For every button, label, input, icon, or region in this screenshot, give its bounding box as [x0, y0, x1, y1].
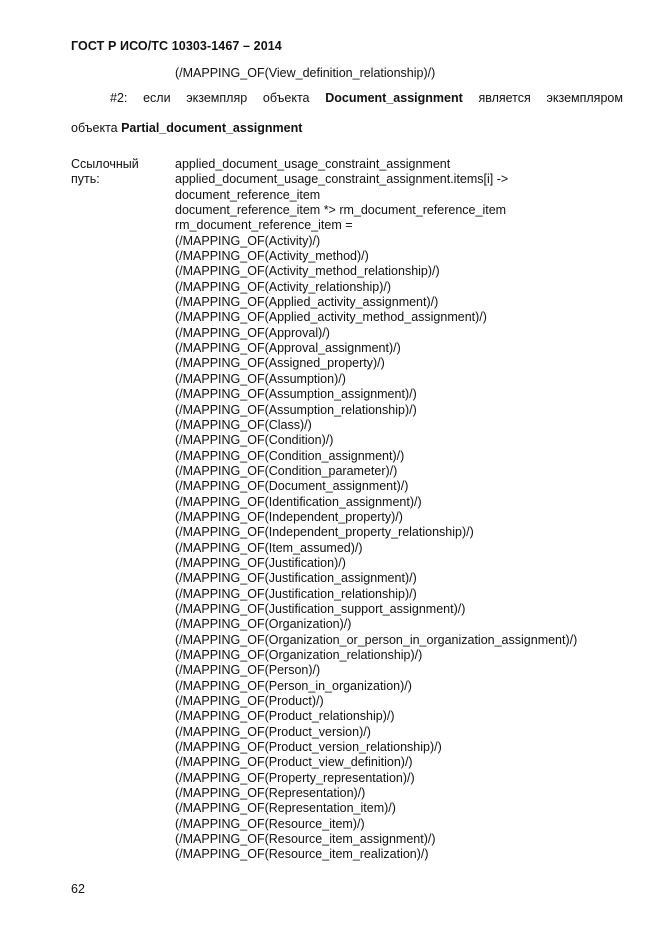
reference-path-line: (/MAPPING_OF(Approval_assignment)/) [175, 341, 401, 356]
reference-path-line: (/MAPPING_OF(Assumption)/) [175, 371, 346, 386]
reference-path-line: (/MAPPING_OF(Activity)/) [175, 233, 321, 248]
mapping-line: (/MAPPING_OF(View_definition_relationship)/) [175, 66, 436, 80]
reference-path-line: (/MAPPING_OF(Independent_property)/) [175, 509, 403, 524]
reference-path-line: (/MAPPING_OF(Product_view_definition)/) [175, 755, 413, 770]
reference-path-line: document_reference_item *> rm_document_reference_item [175, 203, 507, 218]
reference-path-line: (/MAPPING_OF(Justification_assignment)/) [175, 571, 417, 586]
reference-path-line: (/MAPPING_OF(Representation)/) [175, 786, 366, 801]
reference-path-line: (/MAPPING_OF(Representation_item)/) [175, 801, 396, 816]
reference-path-line: (/MAPPING_OF(Justification_relationship)/) [175, 586, 417, 601]
reference-path-line: (/MAPPING_OF(Identification_assignment)/) [175, 494, 422, 509]
reference-path-line: (/MAPPING_OF(Person_in_organization)/) [175, 678, 412, 693]
paragraph-word: экземпляр [186, 91, 248, 105]
paragraph-word: #2: [110, 91, 128, 105]
reference-path-line: (/MAPPING_OF(Item_assumed)/) [175, 540, 363, 555]
reference-path-line: (/MAPPING_OF(Person)/) [175, 663, 321, 678]
paragraph-line-1 [110, 91, 623, 105]
paragraph-word: экземпляром [546, 91, 623, 105]
paragraph-word: является [478, 91, 531, 105]
reference-label-line: Ссылочный [71, 157, 139, 171]
reference-path-line: (/MAPPING_OF(Class)/) [175, 417, 312, 432]
reference-path-line: (/MAPPING_OF(Assigned_property)/) [175, 356, 385, 371]
reference-path-line: (/MAPPING_OF(Approval)/) [175, 325, 330, 340]
reference-path-line: (/MAPPING_OF(Property_representation)/) [175, 770, 415, 785]
paragraph-word: если [143, 91, 171, 105]
reference-path-line: (/MAPPING_OF(Activity_relationship)/) [175, 279, 392, 294]
reference-path-line: (/MAPPING_OF(Activity_method_relationship)/) [175, 264, 440, 279]
reference-path-line: (/MAPPING_OF(Condition_parameter)/) [175, 463, 398, 478]
reference-path-line: (/MAPPING_OF(Product_relationship)/) [175, 709, 395, 724]
reference-path-line: (/MAPPING_OF(Product_version)/) [175, 724, 371, 739]
reference-path-line: (/MAPPING_OF(Applied_activity_assignment)/) [175, 295, 439, 310]
document-header: ГОСТ Р ИСО/ТС 10303-1467 – 2014 [71, 39, 282, 53]
reference-path-line: (/MAPPING_OF(Condition)/) [175, 433, 334, 448]
paragraph-word: объекта [262, 91, 310, 105]
reference-path-line: (/MAPPING_OF(Product_version_relationship)/) [175, 740, 442, 755]
reference-path-line: (/MAPPING_OF(Justification)/) [175, 555, 346, 570]
reference-path-line: (/MAPPING_OF(Activity_method)/) [175, 249, 369, 264]
reference-path-lines [175, 157, 577, 863]
entity-name-bold: Partial_document_assignment [121, 121, 303, 135]
reference-label-line: путь: [71, 172, 100, 187]
paragraph-line-2 [71, 121, 302, 135]
reference-path-line: (/MAPPING_OF(Assumption_relationship)/) [175, 402, 417, 417]
reference-path-line: (/MAPPING_OF(Resource_item)/) [175, 816, 365, 831]
page-number: 62 [71, 882, 85, 896]
reference-path-line: (/MAPPING_OF(Organization_relationship)/) [175, 648, 423, 662]
reference-path-label [71, 157, 139, 188]
reference-path-line: applied_document_usage_constraint_assignment [175, 157, 451, 171]
reference-path-line: (/MAPPING_OF(Resource_item_assignment)/) [175, 832, 436, 847]
reference-path-line: (/MAPPING_OF(Assumption_assignment)/) [175, 387, 417, 402]
paragraph-word: объекта [71, 121, 118, 135]
reference-path-line: (/MAPPING_OF(Justification_support_assignment)/) [175, 601, 466, 616]
reference-path-line: (/MAPPING_OF(Organization_or_person_in_organization_assignment)/) [175, 632, 578, 647]
reference-path-line: rm_document_reference_item = [175, 218, 353, 233]
reference-path-line: applied_document_usage_constraint_assignment.items[i] -> [175, 172, 509, 187]
reference-path-line: (/MAPPING_OF(Organization)/) [175, 617, 352, 632]
reference-path-line: (/MAPPING_OF(Document_assignment)/) [175, 479, 409, 494]
entity-name-bold: Document_assignment [325, 91, 463, 105]
reference-path-line: (/MAPPING_OF(Resource_item_realization)/) [175, 847, 429, 862]
reference-path-line: (/MAPPING_OF(Applied_activity_method_assignment)/) [175, 310, 487, 325]
reference-path-line: (/MAPPING_OF(Condition_assignment)/) [175, 448, 405, 463]
reference-path-line: document_reference_item [175, 187, 321, 202]
reference-path-line: (/MAPPING_OF(Product)/) [175, 694, 324, 709]
reference-path-line: (/MAPPING_OF(Independent_property_relationship)/) [175, 525, 474, 540]
